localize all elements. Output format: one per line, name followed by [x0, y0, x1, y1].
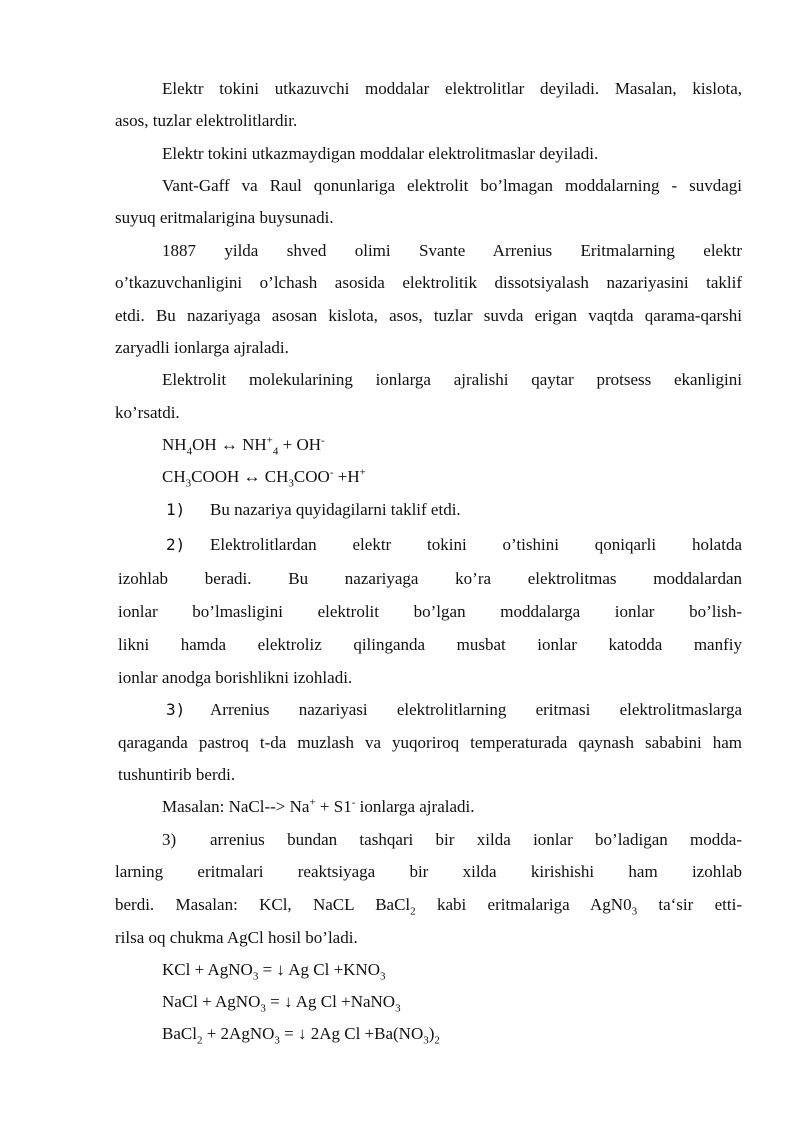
text-line: asos, tuzlar elektrolitlardir. [115, 111, 298, 130]
text-line: Elektr tokini utkazmaydigan moddalar elektrolitmaslar deyiladi. [162, 144, 599, 163]
reaction-nacl: NaCl + AgNO$_3$ = ↓ Ag Cl +NaNO$_3$ [162, 992, 401, 1015]
text-line: izohlab beradi. Bu nazariyaga ko’ra elektrolitmas moddalardan [118, 569, 742, 588]
text-line: Vant-Gaff va Raul qonunlariga elektrolit bo’lmagan moddalarning - suvdagi [162, 176, 742, 195]
text-line: Elektrolitlardan elektr tokini o’tishini qoniqarli holatda [210, 535, 742, 554]
text-line: rilsa oq chukma AgCl hosil bo’ladi. [115, 928, 358, 947]
reaction-bacl2: BaCl$_2$ + 2AgNO$_3$ = ↓ 2Ag $Cl +Ba(NO_3)_2$ [162, 1024, 440, 1047]
text-line: Arrenius nazariyasi elektrolitlarning eritmasi elektrolitmaslarga [210, 700, 742, 719]
text-line: ionlar anodga borishlikni izohladi. [118, 668, 353, 687]
reaction-kcl: KCl + AgNO$_3$ = ↓ Ag $Cl +KNO_3$ [162, 960, 386, 983]
text-line: Elektrolit molekularining ionlarga ajralishi qaytar protsess ekanligini [162, 370, 742, 389]
text-line: ionlar bo’lmasligini elektrolit bo’lgan moddalarga ionlar bo’lish- [118, 602, 742, 621]
text-line: arrenius bundan tashqari bir xilda ionlar bo’ladigan modda- [210, 830, 742, 849]
text-line: suyuq eritmalarigina buysunadi. [115, 208, 334, 227]
list-marker-4: 3) [162, 830, 177, 849]
list-marker-1: 1) [166, 500, 186, 519]
text-line: o’tkazuvchanligini o’lchash asosida elektrolitik dissotsiyalash nazariyasini taklif [115, 273, 742, 292]
list-marker-3: 3) [166, 700, 186, 719]
text-line: Elektr tokini utkazuvchi moddalar elektrolitlar deyiladi. Masalan, kislota, [162, 79, 742, 98]
formula-ch3cooh: $CH_3COOH$ ↔ $CH_3COO^- +H^+$ [162, 466, 366, 490]
text-line: larning eritmalari reaktsiyaga bir xilda kirishishi ham izohlab [115, 862, 742, 881]
text-line: 1887 yilda shved olimi Svante Arrenius Eritmalarning elektr [162, 241, 742, 260]
formula-nacl-example: Masalan: NaCl--> Na+ + S1- ionlarga ajraladi. [162, 796, 475, 816]
text-line: etdi. Bu nazariyaga asosan kislota, asos, tuzlar suvda erigan vaqtda qarama-qarshi [115, 306, 742, 325]
formula-masalan-kcl: berdi. Masalan: KCl, NaCL BaCl$_2$ kabi eritmalariga $AgN0_3$ ta‘sir etti- [115, 895, 742, 918]
formula-nh4oh: $NH_4OH$ ↔ $NH^+_4 + OH^-$ [162, 434, 325, 458]
text-line: Bu nazariya quyidagilarni taklif etdi. [210, 500, 461, 519]
text-line: tushuntirib berdi. [118, 765, 236, 784]
text-line: qaraganda pastroq t-da muzlash va yuqoriroq temperaturada qaynash sababini ham [118, 733, 742, 752]
text-line: ko’rsatdi. [115, 403, 180, 422]
list-marker-2: 2) [166, 535, 186, 554]
text-line: zaryadli ionlarga ajraladi. [115, 338, 289, 357]
text-line: likni hamda elektroliz qilinganda musbat ionlar katodda manfiy [118, 635, 742, 654]
